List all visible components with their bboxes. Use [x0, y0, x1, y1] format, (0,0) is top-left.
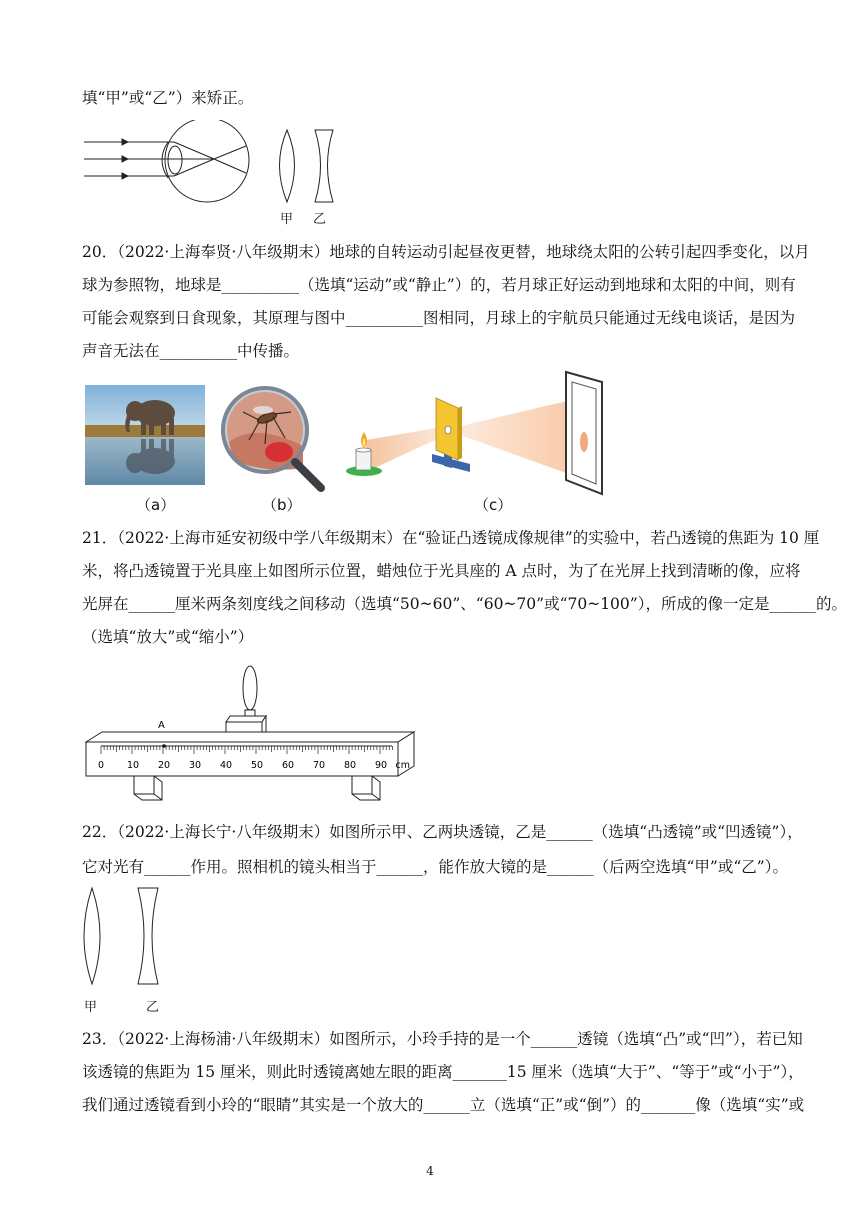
scale-label: 70	[313, 760, 326, 771]
q20-line-2: 球为参照物，地球是__________（选填“运动”或“静止”）的，若月球正好运动到地球和太阳的中间，则有	[82, 276, 796, 294]
scale-label: 80	[344, 760, 357, 771]
q23-line-1: 23．（2022·上海杨浦·八年级期末）如图所示，小玲手持的是一个______透镜（选填“凸”或“凹”），若已知	[82, 1030, 803, 1048]
q23-line-3: 我们通过透镜看到小玲的“眼睛”其实是一个放大的______立（选填“正”或“倒”）的_______像（选填“实”或	[82, 1096, 805, 1114]
caption-b: （b）	[262, 496, 302, 514]
lens-label-jia: 甲	[280, 212, 294, 227]
q21-line-2: 米，将凸透镜置于光具座上如图所示位置，蜡烛位于光具座的 A 点时，为了在光屏上找到清晰的像，应将	[82, 562, 801, 580]
q22-line-2: 它对光有______作用。照相机的镜头相当于______，能作放大镜的是______（后两空选填“甲”或“乙”）。	[82, 858, 788, 876]
lens-label-jia-2: 甲	[84, 1000, 98, 1015]
q20-line-1: 20．（2022·上海奉贤·八年级期末）地球的自转运动引起昼夜更替，地球绕太阳的公转引起四季变化，以月	[82, 243, 810, 261]
caption-a: （a）	[136, 496, 176, 514]
magnifier-mosquito-photo	[215, 382, 330, 494]
optical-bench-figure	[82, 664, 422, 806]
q21-line-1: 21．（2022·上海市延安初级中学八年级期末）在“验证凸透镜成像规律”的实验中，若凸透镜的焦距为 10 厘	[82, 529, 820, 547]
scale-label: 10	[127, 760, 140, 771]
q19-tail-text: 填“甲”或“乙”）来矫正。	[82, 89, 254, 107]
caption-c: （c）	[474, 496, 513, 514]
q21-line-3: 光屏在______厘米两条刻度线之间移动（选填“50~60”、“60~70”或“70~100”），所成的像一定是______的。	[82, 595, 847, 613]
lens-label-yi: 乙	[313, 212, 327, 227]
pinhole-camera-figure	[340, 368, 615, 496]
scale-label: 90	[375, 760, 388, 771]
eye-lens-figure	[82, 120, 342, 230]
page-number: 4	[426, 1164, 434, 1178]
point-a-marker	[162, 744, 166, 748]
scale-label: 60	[282, 760, 295, 771]
lens-label-yi-2: 乙	[146, 1000, 160, 1015]
scale-label: 20	[158, 760, 171, 771]
q20-line-3: 可能会观察到日食现象，其原理与图中__________图相同，月球上的宇航员只能通过无线电谈话，是因为	[82, 309, 796, 327]
q22-line-1: 22．（2022·上海长宁·八年级期末）如图所示甲、乙两块透镜，乙是______（选填“凸透镜”或“凹透镜”），	[82, 823, 803, 841]
scale-label: 0	[98, 760, 105, 771]
q20-line-4: 声音无法在__________中传播。	[82, 342, 300, 360]
scale-label: 40	[220, 760, 233, 771]
q21-line-4: （选填“放大”或“缩小”）	[82, 628, 254, 646]
elephant-reflection-photo	[85, 385, 205, 485]
point-a-label: A	[158, 720, 165, 731]
scale-label: 50	[251, 760, 264, 771]
scale-label: 30	[189, 760, 202, 771]
q23-line-2: 该透镜的焦距为 15 厘米，则此时透镜离她左眼的距离_______15 厘米（选填“大于”、“等于”或“小于”），	[82, 1063, 804, 1081]
scale-label: cm	[395, 760, 410, 771]
lens-pair-figure	[82, 884, 172, 990]
